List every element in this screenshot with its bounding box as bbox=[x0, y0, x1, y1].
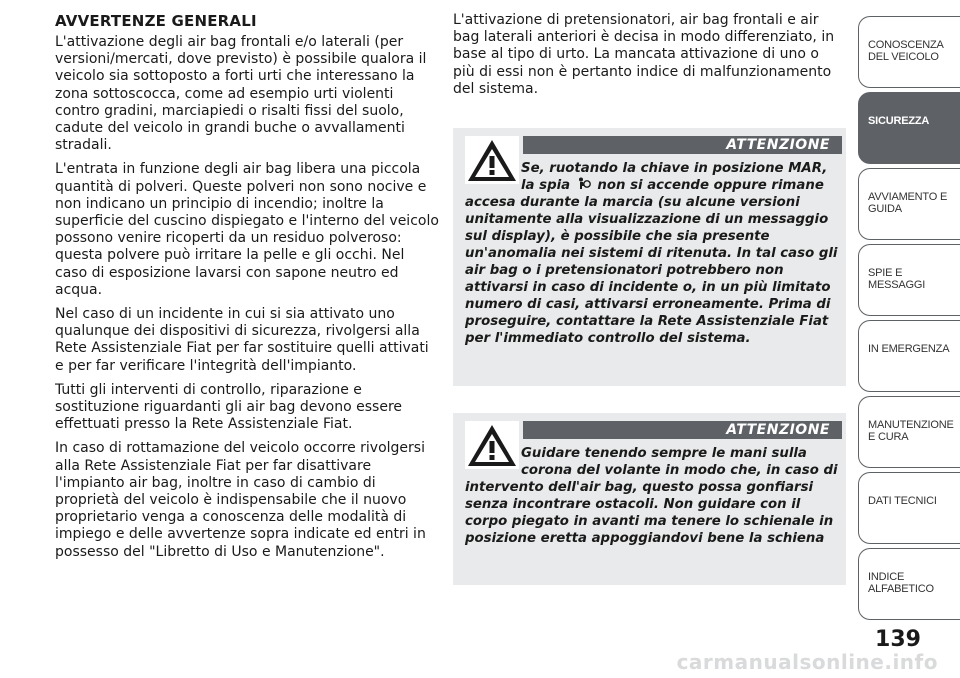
page-number: 139 bbox=[875, 627, 921, 652]
warning-box-1 bbox=[453, 128, 846, 386]
tab-in-emergenza[interactable]: IN EMERGENZA bbox=[858, 320, 960, 392]
paragraph: L'attivazione degli air bag frontali e/o laterali (per versioni/mercati, dove previsto) è possibile qualora il veicolo sia sottoposto a forti urti che interessano la zona sottoscocca, come ad esempio urti violenti contro gradini, marciapiedi o risalti fissi del suolo, cadute del veicolo in grandi buche o avvallamenti stradali. bbox=[55, 34, 427, 154]
airbag-warning-light-icon bbox=[577, 177, 591, 190]
paragraph: Nel caso di un incidente in cui si sia attivato uno qualunque dei dispositivi di sicurezza, rivolgersi alla Rete Assistenziale Fiat per far sostituire quelli attivati e per far verificare l'integrità dell'impianto. bbox=[55, 306, 429, 374]
warning-text-part: non si accende oppure rimane accesa durante la marcia (su alcune versioni unitamente alla visualizzazione di un messaggio sul display), è possibile che sia presente un'anomalia nei sistemi di ritenuta. In tal caso gli air bag o i pretensionatori potrebbero non attivarsi in caso di incidente o, in un più limitato numero di casi, attivarsi erroneamente. Prima di proseguire, contattare la Rete Assistenziale Fiat per l'immediato controllo del sistema. bbox=[465, 178, 838, 346]
warning-text bbox=[465, 445, 838, 547]
intro-paragraph: L'attivazione di pretensionatori, air bag frontali e air bag laterali anteriori è decisa in modo differenziato, in base al tipo di urto. La mancata attivazione di uno o più di essi non è pertanto indice di malfunzionamento del sistema. bbox=[453, 12, 835, 97]
warning-text-part: Se, ruotando la chiave in posizione MAR, la spia bbox=[521, 161, 828, 193]
tab-spie-e-messaggi[interactable]: SPIE E MESSAGGI bbox=[858, 244, 960, 316]
paragraph: L'entrata in funzione degli air bag libera una piccola quantità di polveri. Queste polveri non sono nocive e non indicano un principio di incendio; inoltre la superficie del cuscino dispiegato e l'interno del veicolo possono venire ricoperti da un residuo polveroso: questa polvere può irritare la pelle e gli occhi. Nel caso di esposizione lavarsi con sapone neutro ed acqua. bbox=[55, 161, 439, 298]
tab-indice-alfabetico[interactable]: INDICE ALFABETICO bbox=[858, 548, 960, 620]
tab-manutenzione-e-cura[interactable]: MANUTENZIONE E CURA bbox=[858, 396, 960, 468]
left-column bbox=[55, 34, 440, 568]
warning-header: ATTENZIONE bbox=[523, 421, 842, 439]
warning-header: ATTENZIONE bbox=[523, 136, 842, 154]
paragraph: Tutti gli interventi di controllo, riparazione e sostituzione riguardanti gli air bag devono essere effettuati presso la Rete Assistenziale Fiat. bbox=[55, 381, 403, 433]
right-column bbox=[453, 12, 838, 98]
tab-dati-tecnici[interactable]: DATI TECNICI bbox=[858, 472, 960, 544]
warning-text bbox=[465, 160, 838, 347]
warning-text-part: Guidare tenendo sempre le mani sulla corona del volante in modo che, in caso di intervento dell'air bag, questo possa gonfiarsi senza incontrare ostacoli. Non guidare con il corpo piegato in avanti ma tenere lo schienale in posizione eretta appoggiandovi bene la schiena bbox=[465, 446, 838, 546]
page-title: AVVERTENZE GENERALI bbox=[55, 12, 257, 30]
tab-avviamento-e-guida[interactable]: AVVIAMENTO E GUIDA bbox=[858, 168, 960, 240]
paragraph: In caso di rottamazione del veicolo occorre rivolgersi alla Rete Assistenziale Fiat per far disattivare l'impianto air bag, inoltre in caso di cambio di proprietà del veicolo è indispensabile che il nuovo proprietario venga a conoscenza delle modalità di impiego e delle avvertenze sopra indicate ed entri in possesso del "Libretto di Uso e Manutenzione". bbox=[55, 440, 426, 560]
warning-box-2 bbox=[453, 413, 846, 585]
tab-conoscenza-del-veicolo[interactable]: CONOSCENZA DEL VEICOLO bbox=[858, 16, 960, 88]
tab-sicurezza[interactable]: SICUREZZA bbox=[858, 92, 960, 164]
watermark: carmanualsonline.info bbox=[676, 650, 938, 674]
